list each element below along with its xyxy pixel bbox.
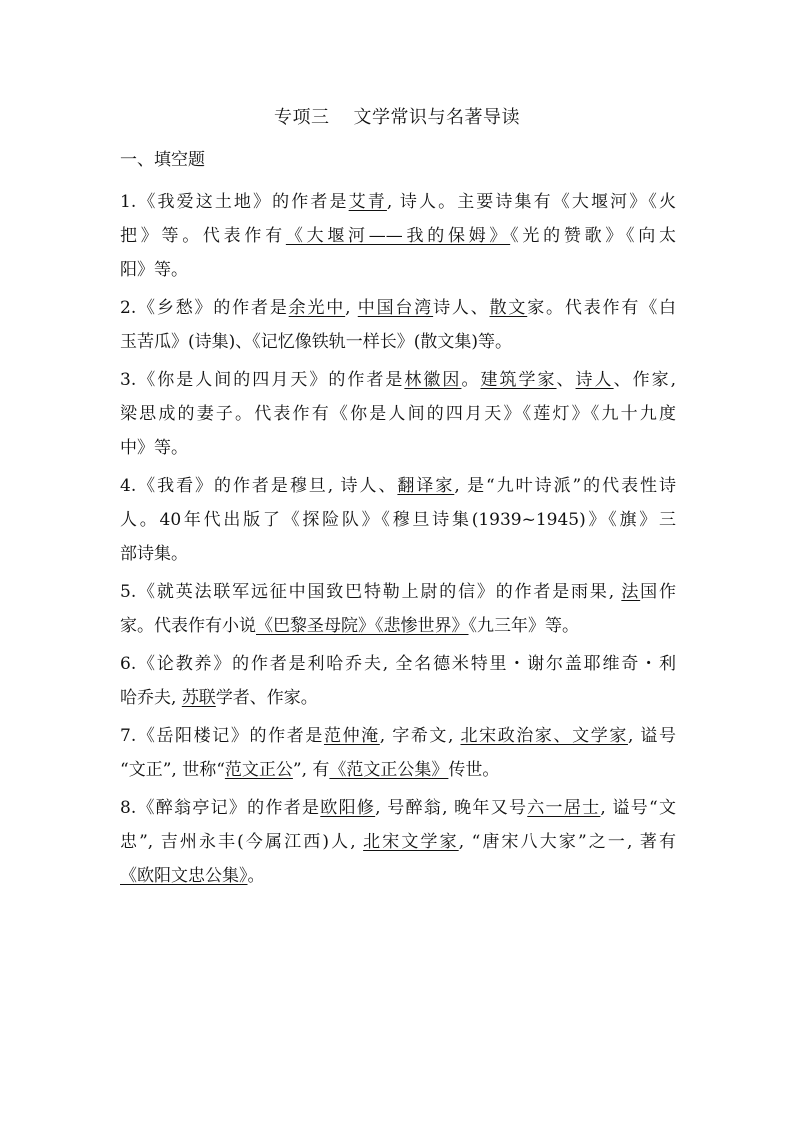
- question-text: 《九三年》等。: [468, 616, 579, 636]
- question-text: 传世。: [448, 760, 500, 780]
- question-text: 、作家,: [613, 370, 677, 390]
- question-text: , 谥号“文: [600, 798, 677, 818]
- question-item-2: [120, 291, 676, 359]
- question-text: 4.《我看》的作者是穆旦, 诗人、: [120, 476, 398, 496]
- answer-blank: 六一居士: [527, 798, 601, 818]
- question-line: [120, 647, 676, 681]
- question-text: 。: [461, 370, 481, 390]
- question-text: ,: [345, 298, 358, 318]
- answer-blank: 法: [621, 582, 641, 602]
- question-line: [120, 469, 676, 503]
- question-line: [120, 431, 676, 465]
- question-line: [120, 681, 676, 715]
- answer-blank: 林徽因: [404, 370, 462, 390]
- answer-blank: 《大堰河——我的保姆》: [285, 226, 511, 246]
- question-text: 国作: [640, 582, 676, 602]
- answer-blank: 北宋政治家、文学家: [460, 726, 628, 746]
- question-text: 梁思成的妻子。代表作有《你是人间的四月天》《莲灯》《九十九度: [120, 404, 676, 424]
- question-text: , 字希文,: [379, 726, 461, 746]
- question-line: [120, 325, 676, 359]
- question-text: 中》等。: [120, 438, 188, 458]
- answer-blank: 艾青: [348, 192, 387, 212]
- question-text: 1.《我爱这土地》的作者是: [120, 192, 349, 212]
- question-text: 2.《乡愁》的作者是: [120, 298, 289, 318]
- question-text: 6.《论教养》的作者是利哈乔夫, 全名德米特里・谢尔盖耶维奇・利: [120, 654, 676, 674]
- question-text: ”, 有: [292, 760, 330, 780]
- question-text: 3.《你是人间的四月天》的作者是: [120, 370, 405, 390]
- answer-blank: 诗人: [575, 370, 614, 390]
- title-series: 专项三: [274, 107, 330, 128]
- question-text: , 诗人。主要诗集有《大堰河》《火: [386, 192, 676, 212]
- question-line: [120, 253, 676, 287]
- question-text: 把》等。代表作有: [120, 226, 286, 246]
- answer-blank: 范仲淹: [323, 726, 380, 746]
- answer-blank: 范文正公: [224, 760, 293, 780]
- question-text: 学者、作家。: [215, 688, 318, 708]
- question-text: , 谥号: [627, 726, 676, 746]
- question-line: [120, 753, 676, 787]
- answer-blank: 欧阳修: [320, 798, 376, 818]
- question-line: [120, 791, 676, 825]
- title-topic: 文学常识与名著导读: [353, 107, 520, 128]
- question-line: [120, 859, 676, 893]
- answer-blank: 《范文正公集》: [329, 760, 449, 780]
- question-item-4: [120, 469, 676, 571]
- question-text: “文正”, 世称“: [120, 760, 225, 780]
- question-line: [120, 719, 676, 753]
- answer-blank: 《欧阳文忠公集》: [120, 866, 248, 886]
- page-title: [0, 103, 794, 133]
- question-text: 家。代表作有小说: [120, 616, 256, 636]
- answer-blank: 苏联: [181, 688, 216, 708]
- question-text: 8.《醉翁亭记》的作者是: [120, 798, 321, 818]
- question-text: 人。40年代出版了《探险队》《穆旦诗集(1939~1945)》《旗》三: [120, 510, 676, 530]
- question-text: , 号醉翁, 晚年又号: [375, 798, 528, 818]
- question-item-7: [120, 719, 676, 787]
- section-heading: 一、填空题: [120, 150, 205, 170]
- question-text: 《光的赞歌》《向太: [510, 226, 677, 246]
- question-text: 哈乔夫,: [120, 688, 182, 708]
- question-text: 忠”, 吉州永丰(今属江西)人,: [120, 832, 364, 852]
- question-line: [120, 291, 676, 325]
- question-text: 诗人、: [433, 298, 490, 318]
- question-text: , 是“九叶诗派”的代表性诗: [454, 476, 677, 496]
- question-item-3: [120, 363, 676, 465]
- question-text: 5.《就英法联军远征中国致巴特勒上尉的信》的作者是雨果,: [120, 582, 622, 602]
- answer-blank: 散文: [489, 298, 528, 318]
- question-line: [120, 219, 676, 253]
- question-text: 部诗集。: [120, 544, 188, 564]
- question-line: [120, 825, 676, 859]
- question-line: [120, 185, 676, 219]
- question-line: [120, 503, 676, 537]
- answer-blank: 《巴黎圣母院》《悲惨世界》: [256, 616, 469, 636]
- question-line: [120, 363, 676, 397]
- answer-blank: 中国台湾: [357, 298, 434, 318]
- question-line: [120, 609, 676, 643]
- answer-blank: 余光中: [288, 298, 346, 318]
- question-item-6: [120, 647, 676, 715]
- question-text: , “唐宋八大家”之一, 著有: [458, 832, 677, 852]
- answer-blank: 翻译家: [397, 476, 455, 496]
- question-text: 。: [247, 866, 265, 886]
- question-line: [120, 575, 676, 609]
- question-list: [120, 185, 676, 897]
- question-text: 阳》等。: [120, 260, 188, 280]
- question-text: 玉苦瓜》(诗集)、《记忆像铁轨一样长》(散文集)等。: [120, 332, 513, 352]
- question-item-1: [120, 185, 676, 287]
- question-text: 、: [556, 370, 576, 390]
- answer-blank: 北宋文学家: [363, 832, 459, 852]
- question-text: 7.《岳阳楼记》的作者是: [120, 726, 324, 746]
- question-text: 家。代表作有《白: [527, 298, 677, 318]
- question-line: [120, 397, 676, 431]
- question-line: [120, 537, 676, 571]
- answer-blank: 建筑学家: [480, 370, 557, 390]
- question-item-5: [120, 575, 676, 643]
- question-item-8: [120, 791, 676, 893]
